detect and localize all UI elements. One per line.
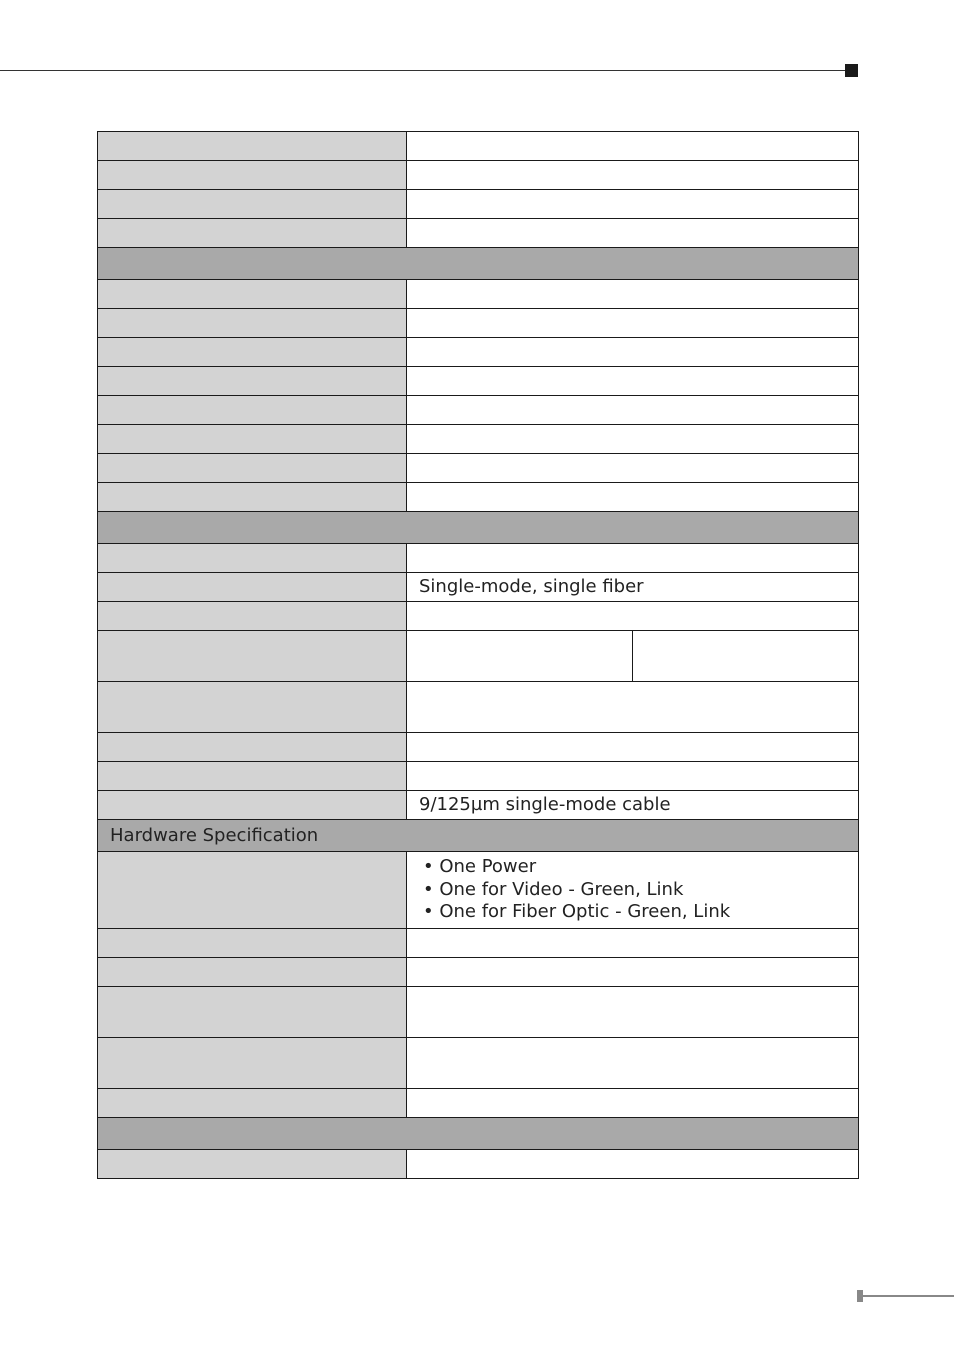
spec-label: [98, 338, 407, 367]
specification-table: [97, 131, 859, 1179]
spec-label: [98, 733, 407, 762]
spec-value: [407, 987, 859, 1038]
table-row: [98, 1150, 859, 1179]
spec-value: [407, 219, 859, 248]
spec-label: [98, 190, 407, 219]
spec-value: [407, 280, 859, 309]
spec-label: [98, 309, 407, 338]
spec-label: [98, 929, 407, 958]
section-header: [98, 1118, 859, 1150]
spec-value: [407, 338, 859, 367]
spec-label: [98, 573, 407, 602]
table-row: [98, 929, 859, 958]
spec-value: [407, 544, 859, 573]
table-row: [98, 573, 859, 602]
spec-label: [98, 631, 407, 682]
table-row: [98, 483, 859, 512]
spec-label: [98, 454, 407, 483]
section-header-row: [98, 1118, 859, 1150]
table-row: [98, 190, 859, 219]
section-header-row: [98, 512, 859, 544]
spec-value: [407, 425, 859, 454]
table-row: [98, 161, 859, 190]
spec-value: [407, 367, 859, 396]
table-row: [98, 454, 859, 483]
table-row: [98, 987, 859, 1038]
table-row: [98, 733, 859, 762]
table-row: [98, 132, 859, 161]
spec-label: [98, 762, 407, 791]
spec-value: [407, 602, 859, 631]
spec-label: [98, 852, 407, 929]
spec-label: [98, 1150, 407, 1179]
spec-label: [98, 425, 407, 454]
table-row: [98, 1038, 859, 1089]
spec-value-right: [633, 631, 859, 682]
spec-label: [98, 1089, 407, 1118]
table-row: [98, 396, 859, 425]
table-row: [98, 1089, 859, 1118]
table-row: [98, 367, 859, 396]
spec-value: [407, 132, 859, 161]
spec-value: [407, 161, 859, 190]
spec-value: [407, 733, 859, 762]
spec-label: [98, 682, 407, 733]
table-row: [98, 631, 859, 682]
table-row: [98, 762, 859, 791]
list-item: • One for Video - Green, Link: [423, 878, 684, 900]
spec-label: [98, 367, 407, 396]
list-item: • One Power: [423, 856, 537, 878]
table-row: [98, 280, 859, 309]
table-row: [98, 791, 859, 820]
led-indicators-value: [407, 852, 859, 929]
table-row: [98, 852, 859, 929]
table-row: [98, 682, 859, 733]
spec-label: [98, 161, 407, 190]
footer-rule: [860, 1295, 954, 1297]
table-row: [98, 958, 859, 987]
table-row: [98, 309, 859, 338]
spec-label: [98, 483, 407, 512]
spec-value: [407, 454, 859, 483]
spec-label: [98, 219, 407, 248]
spec-label: [98, 280, 407, 309]
spec-value: [407, 929, 859, 958]
spec-value: [407, 762, 859, 791]
spec-value: [407, 309, 859, 338]
header-rule: [0, 70, 846, 71]
led-list: [421, 856, 846, 924]
spec-value-left: [407, 631, 633, 682]
spec-label: [98, 602, 407, 631]
spec-label: [98, 544, 407, 573]
header-square-marker: [845, 64, 858, 77]
section-header: [98, 248, 859, 280]
spec-value: [407, 682, 859, 733]
cable-value: 9/125µm single-mode cable: [407, 791, 859, 820]
spec-value: [407, 396, 859, 425]
section-header-row: [98, 248, 859, 280]
spec-label: [98, 1038, 407, 1089]
spec-label: [98, 958, 407, 987]
section-header-row: [98, 820, 859, 852]
spec-value: [407, 1150, 859, 1179]
table-row: [98, 219, 859, 248]
spec-value: [407, 483, 859, 512]
spec-label: [98, 132, 407, 161]
spec-value: [407, 1089, 859, 1118]
fiber-type-value: Single-mode, single fiber: [407, 573, 859, 602]
spec-label: [98, 396, 407, 425]
spec-label: [98, 791, 407, 820]
table-row: [98, 338, 859, 367]
section-header: [98, 512, 859, 544]
table-row: [98, 425, 859, 454]
hardware-section-header: Hardware Specification: [98, 820, 859, 852]
table-row: [98, 544, 859, 573]
spec-value: [407, 958, 859, 987]
list-item: • One for Fiber Optic - Green, Link: [423, 901, 731, 923]
spec-label: [98, 987, 407, 1038]
spec-value: [407, 190, 859, 219]
table-row: [98, 602, 859, 631]
spec-value: [407, 1038, 859, 1089]
